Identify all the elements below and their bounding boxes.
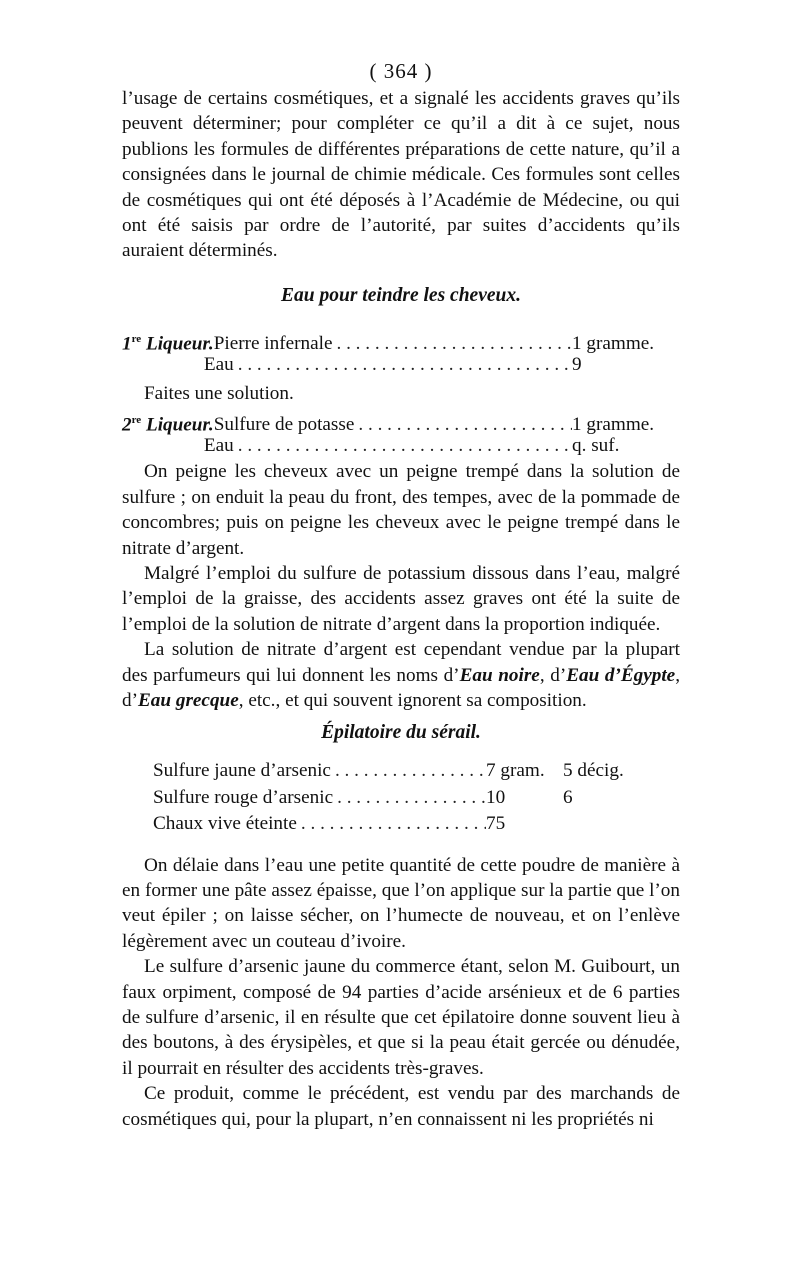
dot-leader bbox=[234, 352, 572, 378]
section-heading-eau: Eau pour teindre les cheveux. bbox=[281, 284, 521, 306]
italic-name: Eau noire bbox=[459, 664, 540, 686]
ingredient-quantity-secondary: 5 décig. bbox=[563, 760, 624, 782]
body-paragraph: Ce produit, comme le précédent, est vendu par des marchands de cosmétiques qui, pour la plupart, n’en connaissent ni les propriétés ni bbox=[122, 1083, 680, 1130]
dot-leader bbox=[234, 433, 572, 459]
ingredient-name: Sulfure de potasse bbox=[213, 414, 355, 436]
ingredient-quantity-secondary: 6 bbox=[563, 786, 573, 808]
ingredient-quantity: 10 bbox=[486, 786, 506, 808]
solution-instruction: Faites une solution. bbox=[144, 382, 294, 404]
ingredient-name: Chaux vive éteinte bbox=[153, 813, 297, 835]
ingredient-name: Eau bbox=[203, 354, 234, 376]
ingredient-quantity: 1 gramme. bbox=[572, 414, 655, 436]
recipe-row bbox=[122, 433, 680, 459]
body-paragraph: Malgré l’emploi du sulfure de potassium dissous dans l’eau, malgré l’emploi de la graisse, des accidents assez graves ont été la suite de l’emploi de la solution de nitrate d’argent dans la proportion indiquée. bbox=[122, 563, 680, 635]
ingredient-name: Eau bbox=[203, 435, 234, 457]
recipe-row bbox=[153, 785, 633, 811]
ingredient-quantity: 9 bbox=[572, 354, 582, 376]
ingredient-name: Sulfure rouge d’arsenic bbox=[153, 786, 334, 808]
body-paragraph: Le sulfure d’arsenic jaune du commerce étant, selon M. Guibourt, un faux orpiment, composé de 94 parties d’acide arsénieux et de 6 parties de sulfure d’arsenic, il en résulte que cet épilatoire donne souvent lieu à des boutons, à des érysipèles, et que si la peau était gercée ou dénudée, il pourrait en résulter des accidents très-graves. bbox=[122, 956, 680, 1079]
page-body bbox=[122, 58, 680, 1132]
liqueur-label-2: 2re Liqueur. bbox=[122, 413, 214, 436]
section-heading-epilatoire: Épilatoire du sérail. bbox=[321, 722, 481, 744]
recipe-epilatoire bbox=[153, 758, 633, 837]
recipe-row bbox=[153, 811, 633, 837]
ingredient-quantity: 75 bbox=[486, 813, 506, 835]
ingredient-quantity: q. suf. bbox=[572, 435, 620, 457]
ingredient-name: Sulfure jaune d’arsenic bbox=[153, 760, 331, 782]
italic-name: Eau d’Égypte bbox=[566, 664, 676, 686]
dot-leader bbox=[297, 811, 486, 837]
body-paragraph-names: La solution de nitrate d’argent est cependant vendue par la plupart des parfumeurs qui lui donnent les noms d’Eau noire, d’Eau d’Égypte, d’Eau grecque, etc., et qui souvent ignorent sa composition. bbox=[122, 639, 680, 712]
body-paragraph: On peigne les cheveux avec un peigne trempé dans la solution de sulfure ; on enduit la peau du front, des tempes, avec de la pommade de concombres; puis on peigne les cheveux avec le peigne trempé dans le nitrate d’argent. bbox=[122, 461, 680, 559]
ingredient-name: Pierre infernale bbox=[213, 333, 333, 355]
intro-paragraph: l’usage de certains cosmétiques, et a signalé les accidents graves qu’ils peuvent déterminer; pour compléter ce qu’il a dit à ce sujet, nous publions les formules de différentes préparations de cette nature, qu’il a consignées dans le journal de chimie médicale. Ces formules sont celles de cosmétiques qui ont été déposés à l’Académie de Médecine, ou qui ont été saisis par ordre de l’autorité, par suites d’accidents qu’ils auraient déterminés. bbox=[122, 88, 680, 262]
recipe-row bbox=[122, 352, 680, 378]
italic-name: Eau grecque bbox=[137, 690, 239, 712]
page-number: ( 364 ) bbox=[369, 59, 433, 83]
liqueur-label-1: 1re Liqueur. bbox=[122, 332, 214, 355]
ingredient-quantity: 7 gram. bbox=[486, 760, 545, 782]
ingredient-quantity: 1 gramme. bbox=[572, 333, 655, 355]
dot-leader bbox=[331, 758, 486, 784]
recipe-row bbox=[153, 758, 633, 784]
body-paragraph: On délaie dans l’eau une petite quantité de cette poudre de manière à en former une pâte assez épaisse, que l’on applique sur la partie que l’on veut épiler ; on laisse sécher, on l’humecte de nouveau, et on l’enlève légèrement avec un couteau d’ivoire. bbox=[122, 854, 680, 952]
recipe-eau bbox=[122, 326, 680, 460]
recipe-row bbox=[122, 407, 680, 436]
dot-leader bbox=[333, 785, 486, 811]
recipe-row bbox=[122, 326, 680, 355]
